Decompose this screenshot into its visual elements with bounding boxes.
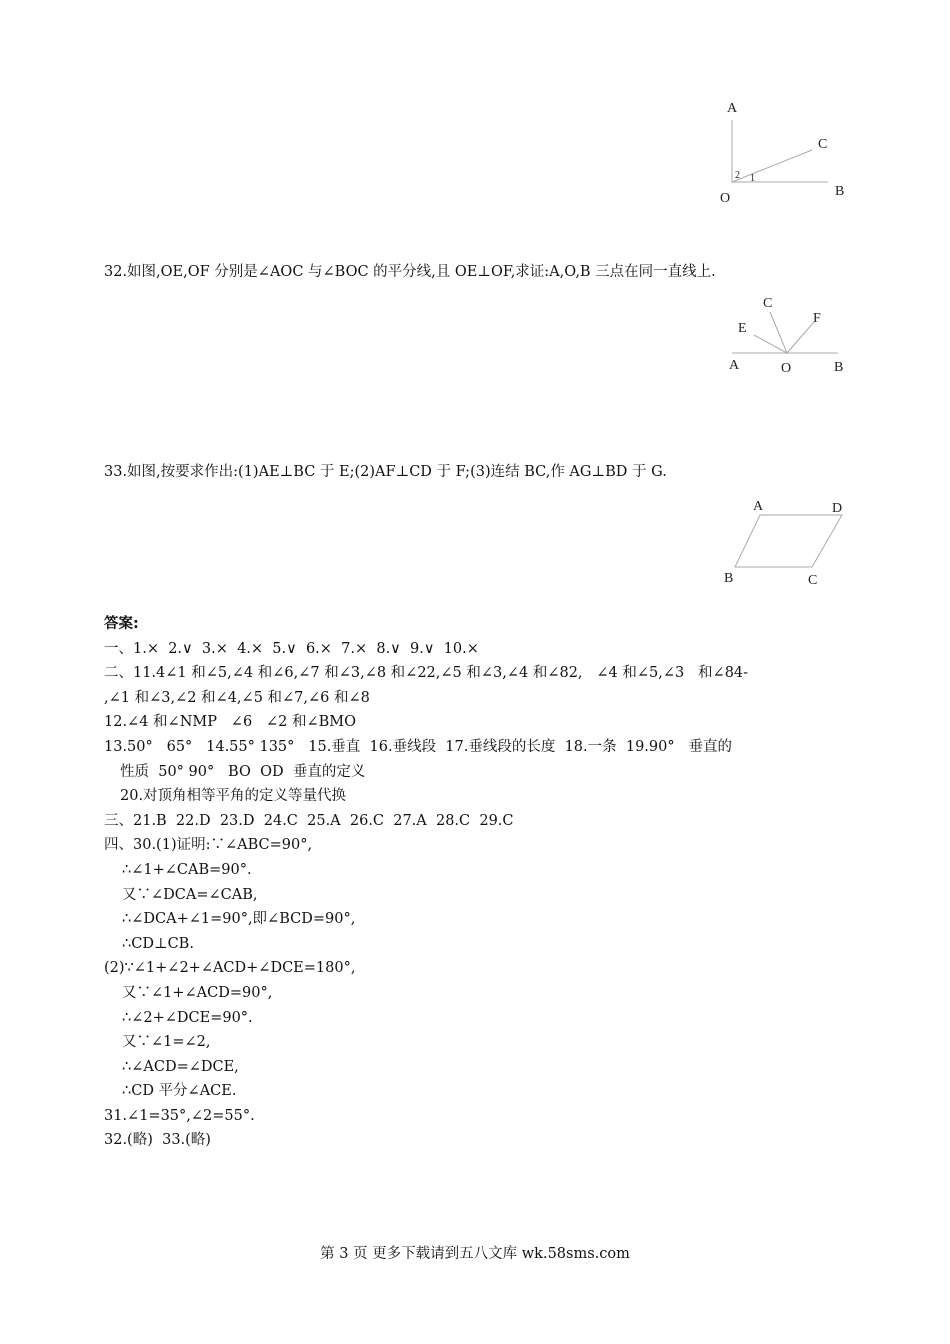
page-footer: 第 3 页 更多下载请到五八文库 wk.58sms.com [320,1246,630,1262]
label-c: C [808,573,818,588]
problem-33-text: 33.如图,按要求作出:(1)AE⊥BC 于 E;(2)AF⊥CD 于 F;(3)连结 BC,作 AG⊥BD 于 G. [104,464,667,480]
answers-heading: 答案: [104,616,139,632]
answer-line: 三、21.B 22.D 23.D 24.C 25.A 26.C 27.A 28.C 29.C [104,812,514,829]
label-angle2: 2 [735,170,740,181]
label-a: A [753,499,764,514]
answer-line: ∴∠2+∠DCE=90°. [122,1009,253,1026]
figure-33 [715,490,865,590]
label-a: A [727,101,738,116]
answer-line: 一、1.× 2.∨ 3.× 4.× 5.∨ 6.× 7.× 8.∨ 9.∨ 10.× [104,640,479,657]
answer-line: 又∵∠DCA=∠CAB, [122,886,258,903]
figure-32 [720,290,870,380]
figure-31 [700,90,880,220]
answer-line: 二、11.4∠1 和∠5,∠4 和∠6,∠7 和∠3,∠8 和∠22,∠5 和∠3,∠4 和∠82, ∠4 和∠5,∠3 和∠84- [104,665,749,682]
ray-oc [732,150,812,182]
answer-line: ∴∠ACD=∠DCE, [122,1058,239,1075]
answer-line: 31.∠1=35°,∠2=55°. [104,1107,255,1124]
ray-of [787,322,814,353]
answer-line: 又∵∠1=∠2, [122,1034,211,1051]
label-e: E [738,321,747,336]
label-angle1: 1 [750,173,755,184]
parallelogram-abcd [735,515,842,567]
ray-oc [770,312,787,353]
label-a: A [729,358,740,373]
answer-line: 13.50° 65° 14.55° 135° 15.垂直 16.垂线段 17.垂线段的长度 18.一条 19.90° 垂直的 [104,738,732,755]
answer-line: ,∠1 和∠3,∠2 和∠4,∠5 和∠7,∠6 和∠8 [104,689,370,706]
answer-line: ∴CD 平分∠ACE. [122,1083,237,1100]
answer-line: 12.∠4 和∠NMP ∠6 ∠2 和∠BMO [104,714,357,731]
answer-line: 四、30.(1)证明:∵∠ABC=90°, [104,837,313,854]
label-c: C [818,137,828,152]
problem-32-text: 32.如图,OE,OF 分别是∠AOC 与∠BOC 的平分线,且 OE⊥OF,求证:A,O,B 三点在同一直线上. [104,264,716,280]
label-d: D [832,501,843,516]
answer-line: 又∵∠1+∠ACD=90°, [122,984,273,1001]
answer-line: 32.(略) 33.(略) [104,1132,211,1149]
answers-section [104,612,874,1153]
answer-line: (2)∵∠1+∠2+∠ACD+∠DCE=180°, [104,960,356,977]
label-c: C [763,296,773,311]
answer-line: 性质 50° 90° BO OD 垂直的定义 [120,763,366,780]
label-b: B [834,360,844,375]
answer-line: 20.对顶角相等平角的定义等量代换 [120,788,347,805]
label-o: O [781,361,792,376]
label-b: B [835,184,845,199]
label-o: O [720,191,731,206]
answer-line: ∴∠1+∠CAB=90°. [122,861,252,878]
ray-oe [754,335,787,353]
answer-line: ∴CD⊥CB. [122,935,194,952]
label-b: B [724,571,734,586]
label-f: F [813,311,821,326]
answer-line: ∴∠DCA+∠1=90°,即∠BCD=90°, [122,911,356,928]
